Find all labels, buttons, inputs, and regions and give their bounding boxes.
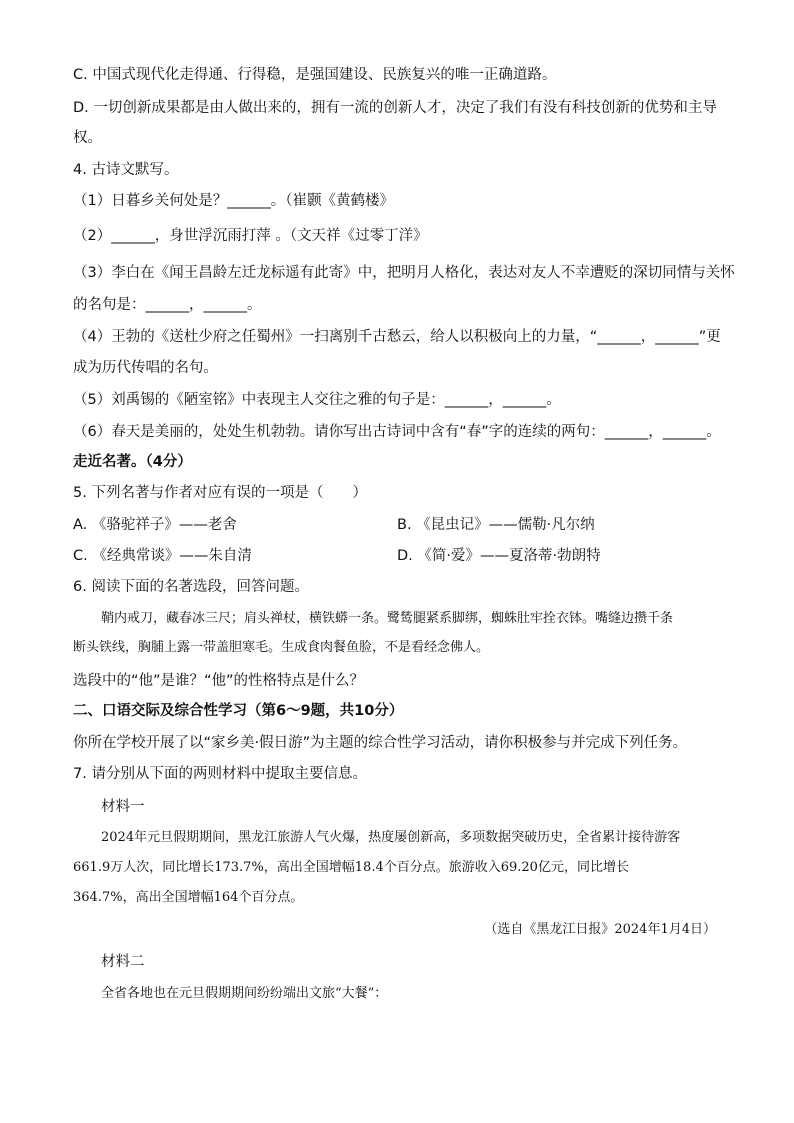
q6-question: 选段中的“他”是谁？“他”的性格特点是什么？ bbox=[73, 673, 365, 689]
q4-item-4: （4）王勃的《送杜少府之任蜀州》一扫离别千古愁云，给人以积极向上的力量，“______，______”更 bbox=[73, 329, 721, 345]
q4-item-4-cont: 成为历代传唱的名句。 bbox=[73, 360, 218, 376]
q5-option-d: D. 《简·爱》——夏洛蒂·勃朗特 bbox=[397, 548, 601, 564]
q5-option-b: B. 《昆虫记》——儒勒·凡尔纳 bbox=[397, 517, 595, 533]
q4-item-6: （6）春天是美丽的，处处生机勃勃。请你写出古诗词中含有“春”字的连续的两句：______，______。 bbox=[73, 424, 721, 440]
q4-item-1: （1）日暮乡关何处是？______。（崔颢《黄鹤楼》 bbox=[73, 193, 394, 209]
q4-item-3-cont: 的名句是：______，______。 bbox=[73, 297, 262, 313]
q4-title: 4. 古诗文默写。 bbox=[73, 162, 179, 178]
q4-item-3: （3）李白在《闻王昌龄左迁龙标遥有此寄》中，把明月人格化，表达对友人不幸遭贬的深切同情与关怀 bbox=[73, 265, 735, 281]
q7-stem: 7. 请分别从下面的两则材料中提取主要信息。 bbox=[73, 766, 367, 782]
material2-text: 全省各地也在元旦假期期间纷纷端出文旅“大餐”： bbox=[101, 986, 388, 1001]
q3-option-c: C. 中国式现代化走得通、行得稳，是强国建设、民族复兴的唯一正确道路。 bbox=[73, 67, 557, 83]
section-two-intro: 你所在学校开展了以“家乡美·假日游”为主题的综合性学习活动，请你积极参与并完成下列任务。 bbox=[73, 735, 688, 751]
q5-option-c: C. 《经典常谈》——朱自清 bbox=[73, 548, 252, 564]
material1-text-cont: 661.9万人次，同比增长173.7%，高出全国增幅18.4个百分点。旅游收入69.20亿元，同比增长 bbox=[73, 860, 629, 875]
material1-title: 材料一 bbox=[101, 799, 145, 815]
q6-excerpt-cont: 断头铁线，胸脯上露一带盖胆寒毛。生成食肉餐鱼脸，不是看经念佛人。 bbox=[73, 640, 490, 655]
q3-option-d-cont: 权。 bbox=[73, 130, 102, 146]
material1-text: 2024年元旦假期期间，黑龙江旅游人气火爆，热度屡创新高，多项数据突破历史，全省累计接待游客 bbox=[101, 830, 681, 845]
material2-title: 材料二 bbox=[101, 954, 145, 970]
q5-stem: 5. 下列名著与作者对应有误的一项是（ ） bbox=[73, 485, 367, 501]
q4-item-5: （5）刘禹锡的《陋室铭》中表现主人交往之雅的句子是：______，______。 bbox=[73, 392, 561, 408]
section-heading-famous-books: 走近名著。（4分） bbox=[73, 454, 192, 470]
q5-option-a: A. 《骆驼祥子》——老舍 bbox=[73, 517, 237, 533]
material1-text-cont2: 364.7%，高出全国增幅164个百分点。 bbox=[73, 890, 304, 905]
q3-option-d: D. 一切创新成果都是由人做出来的，拥有一流的创新人才，决定了我们有没有科技创新的优势和主导 bbox=[73, 100, 717, 116]
material1-source: （选自《黑龙江日报》2024年1月4日） bbox=[484, 922, 716, 937]
q6-stem: 6. 阅读下面的名著选段，回答问题。 bbox=[73, 579, 309, 595]
q4-item-2: （2）______，身世浮沉雨打萍 。（文天祥《过零丁洋》 bbox=[73, 228, 428, 244]
q6-excerpt: 鞘内戒刀，藏春冰三尺；肩头禅杖，横铁蟒一条。鹭鸶腿紧系脚绑，蜘蛛肚牢拴衣钵。嘴缝边攒千条 bbox=[101, 611, 674, 626]
section-heading-two: 二、口语交际及综合性学习（第6～9题，共10分） bbox=[73, 703, 404, 719]
